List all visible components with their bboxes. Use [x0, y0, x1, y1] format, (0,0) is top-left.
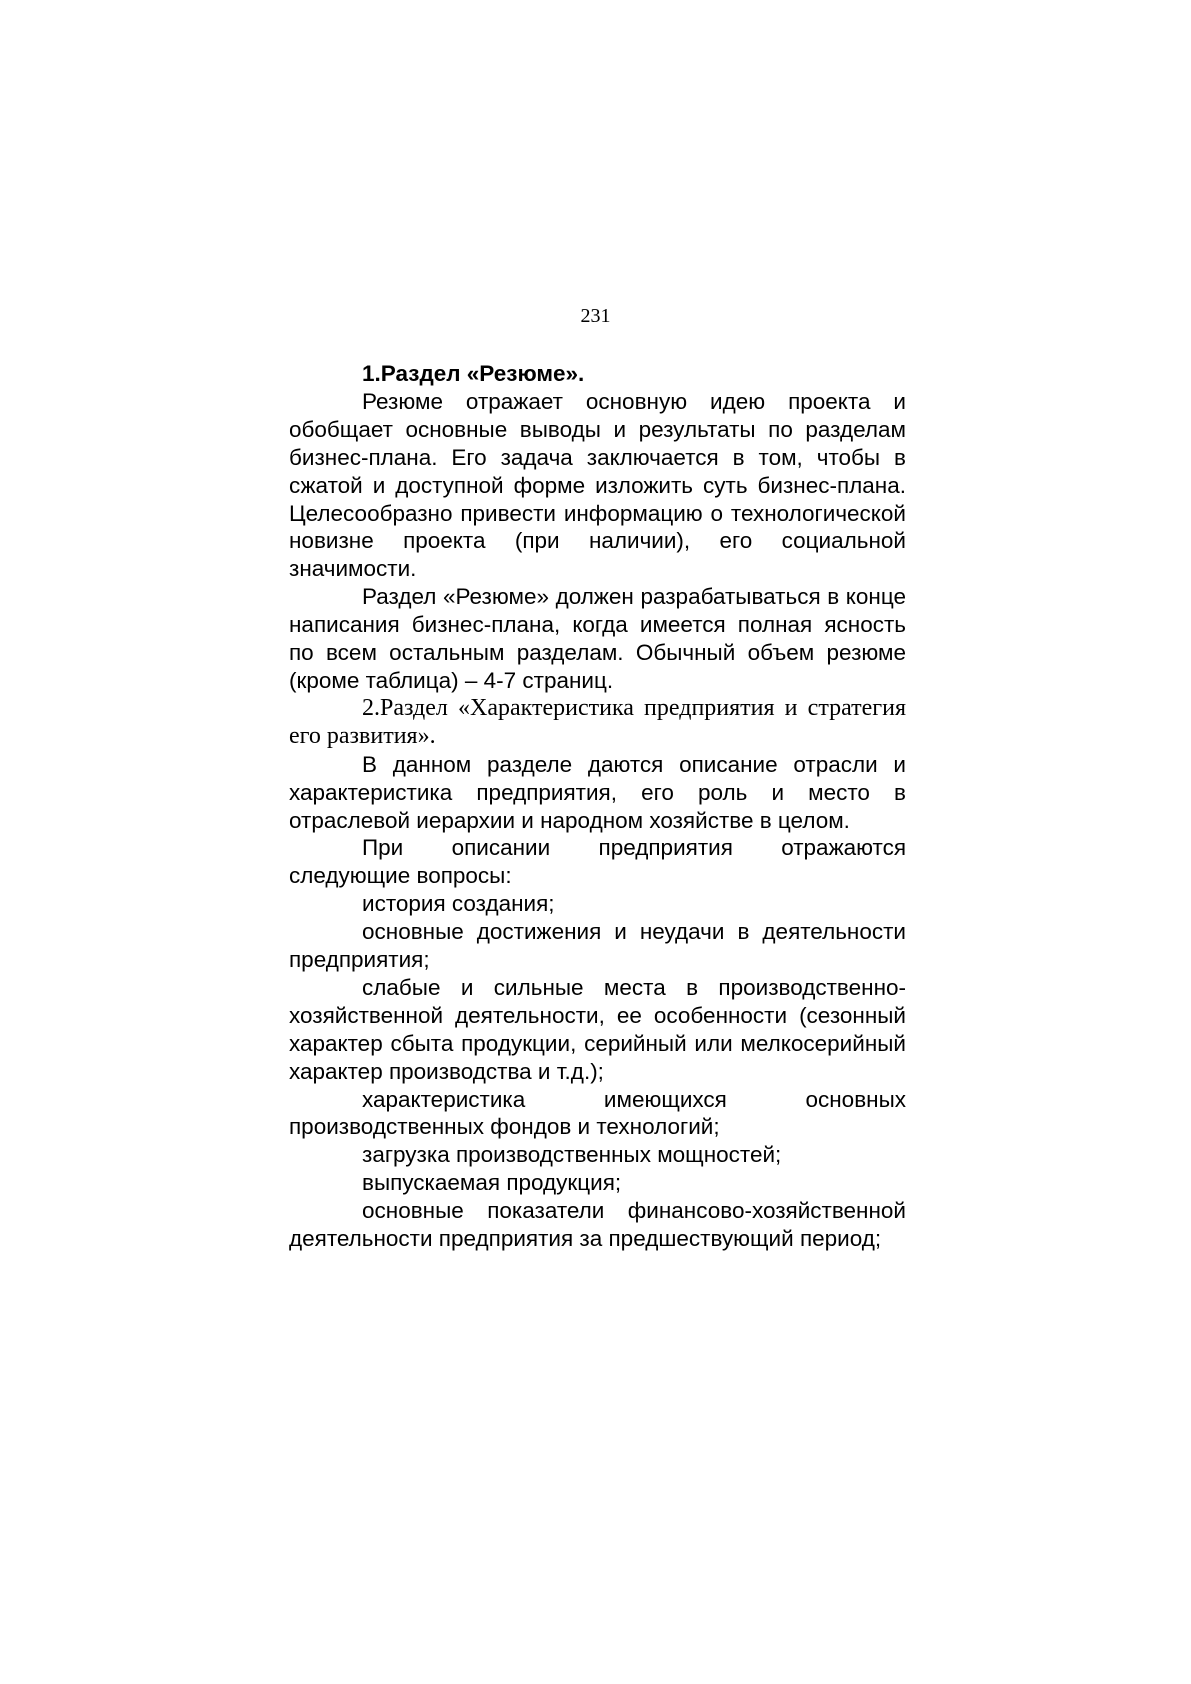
- list-item: основные достижения и неудачи в деятельности предприятия;: [289, 919, 906, 973]
- section-2-paragraph-1: В данном разделе даются описание отрасли и характеристика предприятия, его роль и место в отраслевой иерархии и народном хозяйстве в целом.: [289, 751, 906, 833]
- list-item: история создания;: [362, 891, 555, 917]
- section-1-paragraph-1: Резюме отражает основную идею проекта и обобщает основные выводы и результаты по разделам бизнес-плана. Его задача заключается в том, чтобы в сжатой и доступной форме изложить суть бизнес-плана. Целесообразно привести информацию о технологической новизне проекта (при наличии), его социальной значимости.: [289, 388, 906, 582]
- section-2-paragraph-2: При описании предприятия отражаются следующие вопросы:: [289, 835, 906, 889]
- list-item: выпускаемая продукция;: [362, 1170, 622, 1196]
- section-1-paragraph-2: Раздел «Резюме» должен разрабатываться в конце написания бизнес-плана, когда имеется полная ясность по всем остальным разделам. Обычный объем резюме (кроме таблица) – 4-7 страниц.: [289, 584, 906, 693]
- document-body: [289, 360, 906, 1253]
- section-1-heading: 1.Раздел «Резюме».: [362, 361, 585, 386]
- list-item: загрузка производственных мощностей;: [362, 1142, 782, 1168]
- list-item: основные показатели финансово-хозяйственной деятельности предприятия за предшествующий период;: [289, 1198, 906, 1252]
- section-2-heading: 2.Раздел «Характеристика предприятия и стратегия его развития».: [289, 694, 906, 749]
- page-number: 231: [580, 305, 611, 327]
- list-item: характеристика имеющихся основных производственных фондов и технологий;: [289, 1086, 906, 1140]
- list-item: слабые и сильные места в производственно-хозяйственной деятельности, ее особенности (сезонный характер сбыта продукции, серийный или мелкосерийный характер производства и т.д.);: [289, 974, 906, 1084]
